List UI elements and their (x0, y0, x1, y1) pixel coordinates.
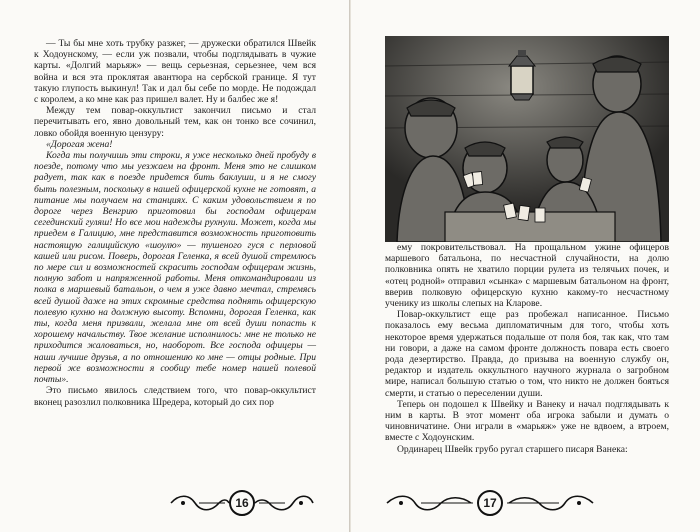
paragraph: — Ты бы мне хоть трубку разжег, — дружески обратился Швейк к Ходоунскому, — если уж позвали, чтобы подглядывать в чужие карты. «Долгий марьяж» — вещь серьезная, серьезнее, чем вся война и вся эта проклятая авантюра на сербской границе. Я тут такую глупость выкинул! Так и дал бы себе по морде. Не подождал с королем, а ко мне как раз пришел валет. Ну и балбес же я! (34, 38, 316, 106)
letter-body: Когда ты получишь эти строки, я уже несколько дней пробуду в поезде, потому что мы уезжаем на фронт. Меня это не слишком радует, так как в поезде придется бить баклуши, и я не смогу быть полезным, поскольку в нашей офицерской кухне не готовят, а питание мы получаем на станциях. С каким удовольствием я по дороге через Венгрию приготовил бы господам офицерам сегединский гуляш! Но все мои надежды рухнули. Может, когда мы приедем в Галицию, мне представится возможность приготовить настоящую галицийскую «шоулю» — тушеного гуся с перловой кашей или рисом. Поверь, дорогая Геленка, я всей душой стремлюсь по мере сил и возможностей скрасить господам офицерам жизнь, полную забот и напряженной работы. Меня откомандировали из полка в маршевый батальон, о чем я уже давно мечтал, стремясь всей душой даже на этих скромные средства поднять офицерскую полевую кухню на должную высоту. Вспомни, дорогая Геленка, как ты, когда меня призвали, желала мне от всей души попасть к хорошему начальству. Твое желание исполнилось: мне не только не приходится жаловаться, но, наоборот. Все господа офицеры — наши лучшие друзья, а по отношению ко мне — отцы родные. При первой же возможности я сообщу тебе номер нашей полевой почты». (34, 150, 316, 386)
paragraph: Повар-оккультист еще раз пробежал написанное. Письмо показалось ему весьма дипломатичным для того, чтобы хоть некоторое время удержаться подальше от поля боя, так как, что там ни говори, а даже на самом фронте должность повара есть своего рода дезертирство. Правда, до призыва на военную службу он, редактор и издатель оккультного научного журнала о загробном мире, написал большую статью о том, что никто не должен бояться смерти, и статью о переселении души. (385, 309, 669, 399)
page-number-ornament (169, 490, 315, 516)
illustration-card-game (385, 36, 669, 242)
page-number: 17 (477, 490, 503, 516)
right-page (350, 0, 700, 532)
letter-salutation: «Дорогая жена! (46, 138, 113, 150)
illustration-drawing (385, 36, 669, 242)
paragraph: Это письмо явилось следствием того, что повар-оккультист вконец разозлил полковника Шредера, который до сих пор (34, 385, 316, 408)
left-page-text (34, 38, 316, 408)
page-number-ornament (385, 490, 595, 516)
paragraph: ему покровительствовал. На прощальном ужине офицеров маршевого батальона, по несчастной случайности, на долю полковника опять не хватило порции рулета из телячьих почек, и «отец родной» отправил «сынка» с маршевым батальоном на фронт, вверив полковую офицерскую кухню какому-то несчастному ученику из школы слепых на Кларове. (385, 242, 669, 310)
right-page-text (385, 242, 669, 455)
paragraph: Ординарец Швейк грубо ругал старшего писаря Ванека: (397, 443, 628, 455)
paragraph: Между тем повар-оккультист закончил письмо и стал перечитывать его, явно довольный тем, как он тонко все сочинил, ловко обойдя военную цензуру: (34, 105, 316, 139)
paragraph: Теперь он подошел к Швейку и Ванеку и начал подглядывать к ним в карты. В этот момент оба игрока забыли и думать о чиновничатине. Они играли в «марьяж» уже не вдвоем, а втроем, вместе с Ходоунским. (385, 398, 669, 444)
page-number: 16 (229, 490, 255, 516)
